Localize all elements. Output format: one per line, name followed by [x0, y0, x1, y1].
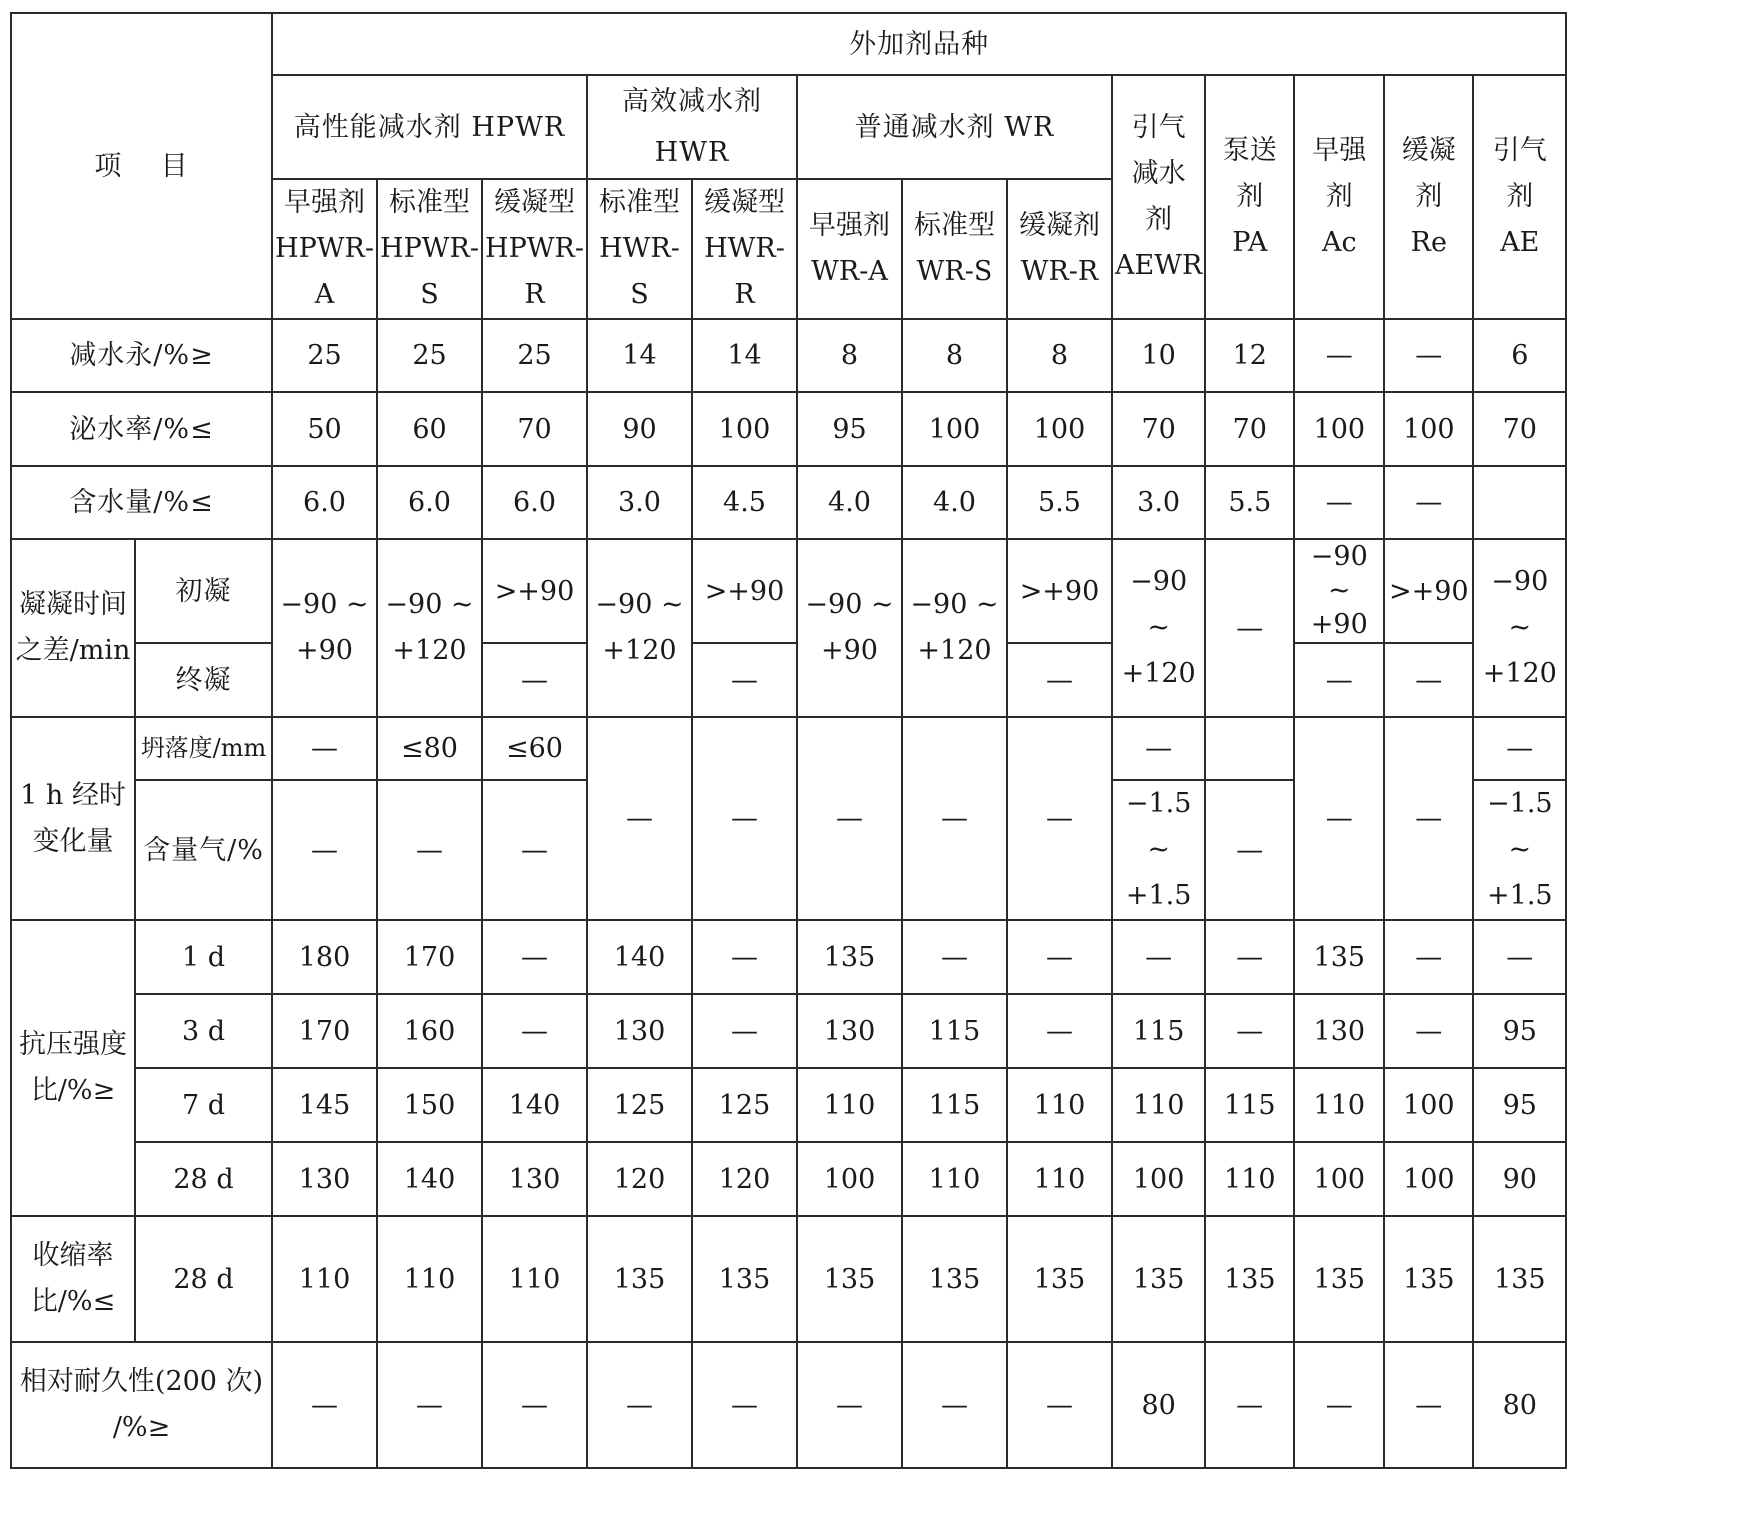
value-cell: −90 ~ +120 — [1473, 539, 1566, 717]
admixture-type-header: 外加剂品种 — [272, 13, 1566, 75]
value-cell: 3.0 — [1112, 466, 1205, 539]
value-cell: 6.0 — [272, 466, 377, 539]
value-cell: 135 — [1007, 1216, 1112, 1342]
value-cell: 90 — [587, 392, 692, 466]
value-cell: 4.5 — [692, 466, 797, 539]
col-aewr: 引气 减水 剂 AEWR — [1112, 75, 1205, 319]
value-cell: 100 — [1007, 392, 1112, 466]
value-cell: 60 — [377, 392, 482, 466]
value-cell: 140 — [587, 920, 692, 994]
value-cell: 135 — [1294, 1216, 1384, 1342]
value-cell: 130 — [1294, 994, 1384, 1068]
value-cell: — — [1384, 717, 1473, 920]
value-cell: 5.5 — [1007, 466, 1112, 539]
value-cell: — — [1007, 717, 1112, 920]
value-cell: — — [1007, 920, 1112, 994]
value-cell: 110 — [482, 1216, 587, 1342]
age-label: 28 d — [135, 1142, 272, 1216]
age-label: 3 d — [135, 994, 272, 1068]
value-cell: 115 — [902, 1068, 1007, 1142]
value-cell: — — [692, 643, 797, 717]
value-cell: 4.0 — [797, 466, 902, 539]
value-cell: — — [1007, 1342, 1112, 1468]
row-slump-change — [11, 717, 1566, 780]
value-cell: 110 — [1205, 1142, 1294, 1216]
value-cell: −90 ~ +120 — [1112, 539, 1205, 717]
value-cell: 135 — [692, 1216, 797, 1342]
value-cell: 125 — [692, 1068, 797, 1142]
value-cell: — — [1205, 994, 1294, 1068]
value-cell: — — [1384, 319, 1473, 392]
value-cell: — — [902, 1342, 1007, 1468]
col-wr-r: 缓凝剂 WR-R — [1007, 179, 1112, 319]
col-hpwr-s: 标准型 HPWR-S — [377, 179, 482, 319]
value-cell: — — [1112, 717, 1205, 780]
value-cell: — — [1294, 466, 1384, 539]
value-cell: −90 ~ +90 — [797, 539, 902, 717]
age-label: 1 d — [135, 920, 272, 994]
air-content-label: 含量气/% — [135, 780, 272, 920]
value-cell: — — [587, 717, 692, 920]
value-cell: −90 ~ +120 — [587, 539, 692, 717]
value-cell: 6 — [1473, 319, 1566, 392]
value-cell: 140 — [377, 1142, 482, 1216]
value-cell: 80 — [1473, 1342, 1566, 1468]
row-bleeding — [11, 392, 1566, 466]
value-cell: 25 — [377, 319, 482, 392]
value-cell: — — [1112, 920, 1205, 994]
value-cell: 170 — [272, 994, 377, 1068]
value-cell: 6.0 — [377, 466, 482, 539]
value-cell: 100 — [1384, 392, 1473, 466]
value-cell: 170 — [377, 920, 482, 994]
value-cell: — — [692, 1342, 797, 1468]
value-cell: 100 — [1384, 1142, 1473, 1216]
value-cell: 135 — [1112, 1216, 1205, 1342]
value-cell: −90 ~ +120 — [377, 539, 482, 717]
value-cell: −1.5 ~ +1.5 — [1473, 780, 1566, 920]
value-cell: 130 — [482, 1142, 587, 1216]
value-cell: ≤60 — [482, 717, 587, 780]
value-cell: 125 — [587, 1068, 692, 1142]
value-cell: 135 — [1384, 1216, 1473, 1342]
value-cell: 110 — [1007, 1068, 1112, 1142]
value-cell: 100 — [1294, 1142, 1384, 1216]
value-cell: — — [1205, 539, 1294, 717]
row-shrinkage — [11, 1216, 1566, 1342]
value-cell: 80 — [1112, 1342, 1205, 1468]
item-header: 项 目 — [11, 13, 272, 319]
value-cell: — — [692, 717, 797, 920]
value-cell: 120 — [587, 1142, 692, 1216]
value-cell: — — [797, 1342, 902, 1468]
admixture-performance-table — [10, 12, 1567, 1469]
value-cell: 115 — [1112, 994, 1205, 1068]
value-cell: 12 — [1205, 319, 1294, 392]
value-cell: −1.5 ~ +1.5 — [1112, 780, 1205, 920]
row-compressive-3d — [11, 994, 1566, 1068]
value-cell: — — [1205, 1342, 1294, 1468]
value-cell: 3.0 — [587, 466, 692, 539]
group-hpwr: 高性能减水剂 HPWR — [272, 75, 587, 179]
value-cell: 115 — [902, 994, 1007, 1068]
value-cell: — — [1384, 1342, 1473, 1468]
value-cell: 10 — [1112, 319, 1205, 392]
shrinkage-label: 收缩率 比/%≤ — [11, 1216, 135, 1342]
value-cell: — — [482, 994, 587, 1068]
col-ae: 引气 剂 AE — [1473, 75, 1566, 319]
col-pa: 泵送 剂 PA — [1205, 75, 1294, 319]
value-cell: 95 — [1473, 994, 1566, 1068]
value-cell: 145 — [272, 1068, 377, 1142]
age-label: 28 d — [135, 1216, 272, 1342]
value-cell: — — [692, 920, 797, 994]
value-cell: 100 — [692, 392, 797, 466]
value-cell: 4.0 — [902, 466, 1007, 539]
age-label: 7 d — [135, 1068, 272, 1142]
group-wr: 普通减水剂 WR — [797, 75, 1112, 179]
row-compressive-1d — [11, 920, 1566, 994]
value-cell: 110 — [1112, 1068, 1205, 1142]
value-cell: 70 — [1473, 392, 1566, 466]
value-cell: 130 — [587, 994, 692, 1068]
setting-time-label: 凝凝时间 之差/min — [11, 539, 135, 717]
value-cell: 135 — [1473, 1216, 1566, 1342]
value-cell: 5.5 — [1205, 466, 1294, 539]
value-cell: — — [797, 717, 902, 920]
value-cell: — — [482, 920, 587, 994]
value-cell: >+90 — [1007, 539, 1112, 643]
value-cell: — — [692, 994, 797, 1068]
value-cell: 135 — [797, 1216, 902, 1342]
value-cell: 70 — [1112, 392, 1205, 466]
value-cell: 110 — [1007, 1142, 1112, 1216]
value-cell: 110 — [797, 1068, 902, 1142]
value-cell: 8 — [797, 319, 902, 392]
value-cell: — — [272, 717, 377, 780]
value-cell: 8 — [1007, 319, 1112, 392]
value-cell: — — [377, 780, 482, 920]
row-water-reduction — [11, 319, 1566, 392]
value-cell: 25 — [482, 319, 587, 392]
value-cell: 110 — [1294, 1068, 1384, 1142]
value-cell: 180 — [272, 920, 377, 994]
value-cell: 110 — [377, 1216, 482, 1342]
row-water-content — [11, 466, 1566, 539]
value-cell: 135 — [1205, 1216, 1294, 1342]
value-cell: 130 — [272, 1142, 377, 1216]
value-cell: — — [1473, 717, 1566, 780]
empty-cell — [1205, 717, 1294, 780]
slump-label: 坍落度/mm — [135, 717, 272, 780]
value-cell: 90 — [1473, 1142, 1566, 1216]
value-cell: 95 — [1473, 1068, 1566, 1142]
value-cell: — — [482, 780, 587, 920]
row-setting-initial — [11, 539, 1566, 643]
value-cell: 50 — [272, 392, 377, 466]
durability-label: 相对耐久性(200 次) /%≥ — [11, 1342, 272, 1468]
value-cell: — — [1007, 643, 1112, 717]
col-hwr-s: 标准型 HWR-S — [587, 179, 692, 319]
value-cell: — — [482, 643, 587, 717]
col-wr-a: 早强剂 WR-A — [797, 179, 902, 319]
col-re: 缓凝 剂 Re — [1384, 75, 1473, 319]
col-wr-s: 标准型 WR-S — [902, 179, 1007, 319]
value-cell: 135 — [1294, 920, 1384, 994]
value-cell: 135 — [587, 1216, 692, 1342]
hourly-change-label: 1 h 经时 变化量 — [11, 717, 135, 920]
value-cell: — — [587, 1342, 692, 1468]
value-cell: 8 — [902, 319, 1007, 392]
value-cell: 115 — [1205, 1068, 1294, 1142]
value-cell: — — [1384, 643, 1473, 717]
value-cell: 70 — [1205, 392, 1294, 466]
value-cell: −90 ~ +90 — [1294, 539, 1384, 643]
value-cell: — — [902, 920, 1007, 994]
row-compressive-7d — [11, 1068, 1566, 1142]
value-cell: — — [1205, 780, 1294, 920]
value-cell: — — [1294, 643, 1384, 717]
group-hwr: 高效减水剂 HWR — [587, 75, 797, 179]
value-cell: 14 — [587, 319, 692, 392]
row-label: 含水量/%≤ — [11, 466, 272, 539]
row-compressive-28d — [11, 1142, 1566, 1216]
value-cell: 135 — [902, 1216, 1007, 1342]
value-cell: 25 — [272, 319, 377, 392]
value-cell: — — [272, 1342, 377, 1468]
value-cell: 110 — [902, 1142, 1007, 1216]
value-cell: — — [482, 1342, 587, 1468]
value-cell: — — [272, 780, 377, 920]
value-cell: — — [1384, 994, 1473, 1068]
value-cell: 100 — [1112, 1142, 1205, 1216]
value-cell: — — [1294, 1342, 1384, 1468]
value-cell: — — [1007, 994, 1112, 1068]
value-cell: 130 — [797, 994, 902, 1068]
value-cell: 140 — [482, 1068, 587, 1142]
value-cell: 14 — [692, 319, 797, 392]
compressive-label: 抗压强度 比/%≥ — [11, 920, 135, 1216]
value-cell: — — [1294, 319, 1384, 392]
value-cell: — — [377, 1342, 482, 1468]
value-cell: −90 ~ +90 — [272, 539, 377, 717]
value-cell: — — [1294, 717, 1384, 920]
value-cell: — — [902, 717, 1007, 920]
col-ac: 早强 剂 Ac — [1294, 75, 1384, 319]
final-setting-label: 终凝 — [135, 643, 272, 717]
value-cell: 70 — [482, 392, 587, 466]
value-cell: 160 — [377, 994, 482, 1068]
value-cell: >+90 — [1384, 539, 1473, 643]
value-cell: 100 — [797, 1142, 902, 1216]
col-hwr-r: 缓凝型 HWR-R — [692, 179, 797, 319]
value-cell: 95 — [797, 392, 902, 466]
value-cell: 6.0 — [482, 466, 587, 539]
row-durability — [11, 1342, 1566, 1468]
value-cell: ≤80 — [377, 717, 482, 780]
col-hpwr-a: 早强剂 HPWR-A — [272, 179, 377, 319]
value-cell: 100 — [1384, 1068, 1473, 1142]
row-setting-final — [11, 643, 1566, 717]
value-cell: — — [1384, 920, 1473, 994]
value-cell: — — [1384, 466, 1473, 539]
value-cell: >+90 — [692, 539, 797, 643]
row-label: 泌水率/%≤ — [11, 392, 272, 466]
value-cell: — — [1473, 920, 1566, 994]
value-cell: 135 — [797, 920, 902, 994]
value-cell: 100 — [1294, 392, 1384, 466]
col-hpwr-r: 缓凝型 HPWR-R — [482, 179, 587, 319]
value-cell: 100 — [902, 392, 1007, 466]
value-cell: 150 — [377, 1068, 482, 1142]
initial-setting-label: 初凝 — [135, 539, 272, 643]
value-cell — [1473, 466, 1566, 539]
row-label: 减水永/%≥ — [11, 319, 272, 392]
value-cell: −90 ~ +120 — [902, 539, 1007, 717]
value-cell: >+90 — [482, 539, 587, 643]
value-cell: — — [1205, 920, 1294, 994]
value-cell: 120 — [692, 1142, 797, 1216]
value-cell: 110 — [272, 1216, 377, 1342]
